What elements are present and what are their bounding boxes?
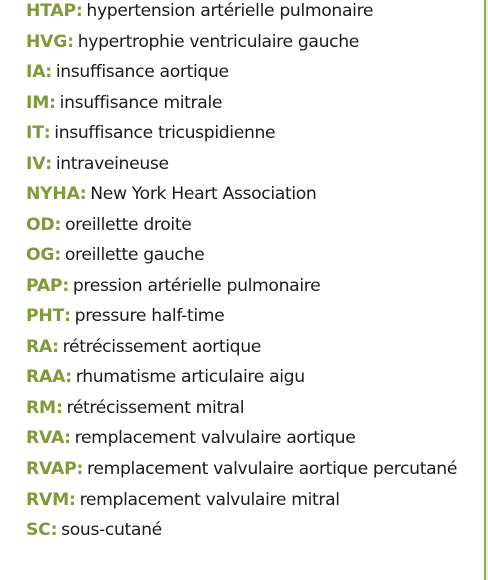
glossary-entry — [26, 149, 478, 180]
glossary-definition: sous-cutané — [61, 520, 162, 540]
glossary-separator: : — [45, 153, 52, 174]
glossary-definition: intraveineuse — [55, 153, 169, 174]
glossary-entry — [26, 27, 478, 58]
glossary-separator: : — [67, 31, 74, 52]
glossary-entry — [26, 485, 478, 516]
glossary-definition: pression artérielle pulmonaire — [72, 275, 321, 296]
glossary-definition: remplacement valvulaire aortique percutané — [87, 458, 458, 479]
glossary-separator: : — [76, 458, 83, 479]
glossary-separator: : — [62, 275, 69, 296]
glossary-entry — [26, 515, 478, 546]
glossary-definition: rhumatisme articulaire aigu — [75, 367, 305, 387]
glossary-separator: : — [50, 520, 58, 540]
glossary-definition: oreillette gauche — [64, 245, 205, 265]
glossary-definition: remplacement valvulaire aortique — [74, 428, 356, 448]
glossary-definition: rétrécissement aortique — [62, 336, 262, 357]
glossary-separator: : — [75, 1, 83, 21]
glossary-separator: : — [45, 62, 52, 82]
glossary-separator: : — [65, 367, 72, 387]
glossary-abbreviation: IM — [26, 92, 50, 113]
glossary-entry — [26, 240, 478, 271]
glossary-entry — [26, 423, 478, 454]
glossary-abbreviation: OD — [26, 214, 55, 235]
glossary-definition: insuffisance mitrale — [59, 92, 223, 113]
glossary-abbreviation: RM — [26, 397, 56, 418]
glossary-abbreviation: PAP — [26, 275, 63, 296]
glossary-abbreviation: RVA — [26, 428, 65, 448]
glossary-entry — [26, 362, 478, 393]
glossary-abbreviation: IA — [26, 62, 46, 82]
glossary-list — [26, 0, 478, 546]
glossary-definition: New York Heart Association — [90, 184, 317, 204]
glossary-definition: insuffisance aortique — [55, 62, 229, 82]
glossary-abbreviation: SC — [26, 520, 51, 540]
glossary-abbreviation: RA — [26, 336, 53, 357]
glossary-definition: oreillette droite — [65, 214, 192, 235]
glossary-abbreviation: IV — [26, 153, 46, 174]
glossary-separator: : — [55, 397, 63, 418]
glossary-separator: : — [69, 489, 76, 510]
glossary-abbreviation: IT — [26, 123, 44, 143]
glossary-entry — [26, 301, 478, 332]
glossary-definition: pressure half-time — [74, 306, 225, 326]
glossary-separator: : — [49, 92, 56, 113]
glossary-entry — [26, 454, 478, 485]
glossary-definition: hypertension artérielle pulmonaire — [86, 1, 374, 21]
glossary-entry — [26, 393, 478, 424]
glossary-entry — [26, 57, 478, 88]
glossary-abbreviation: RAA — [26, 367, 66, 387]
glossary-separator: : — [64, 306, 71, 326]
glossary-separator: : — [54, 245, 61, 265]
glossary-separator: : — [52, 336, 59, 357]
glossary-abbreviation: HVG — [26, 31, 68, 52]
glossary-separator: : — [43, 123, 51, 143]
glossary-abbreviation: HTAP — [26, 1, 76, 21]
glossary-entry — [26, 118, 478, 149]
glossary-definition: hypertrophie ventriculaire gauche — [77, 31, 359, 52]
glossary-entry — [26, 88, 478, 119]
glossary-abbreviation: RVAP — [26, 458, 77, 479]
glossary-abbreviation: OG — [26, 245, 55, 265]
glossary-abbreviation: RVM — [26, 489, 70, 510]
glossary-definition: rétrécissement mitral — [66, 397, 245, 418]
glossary-separator: : — [64, 428, 71, 448]
glossary-entry — [26, 210, 478, 241]
glossary-separator: : — [54, 214, 62, 235]
glossary-abbreviation: NYHA — [26, 184, 80, 204]
glossary-definition: insuffisance tricuspidienne — [54, 123, 276, 143]
glossary-entry — [26, 179, 478, 210]
glossary-separator: : — [79, 184, 87, 204]
glossary-entry — [26, 0, 478, 27]
glossary-definition: remplacement valvulaire mitral — [79, 489, 340, 510]
glossary-abbreviation: PHT — [26, 306, 65, 326]
glossary-entry — [26, 332, 478, 363]
glossary-entry — [26, 271, 478, 302]
